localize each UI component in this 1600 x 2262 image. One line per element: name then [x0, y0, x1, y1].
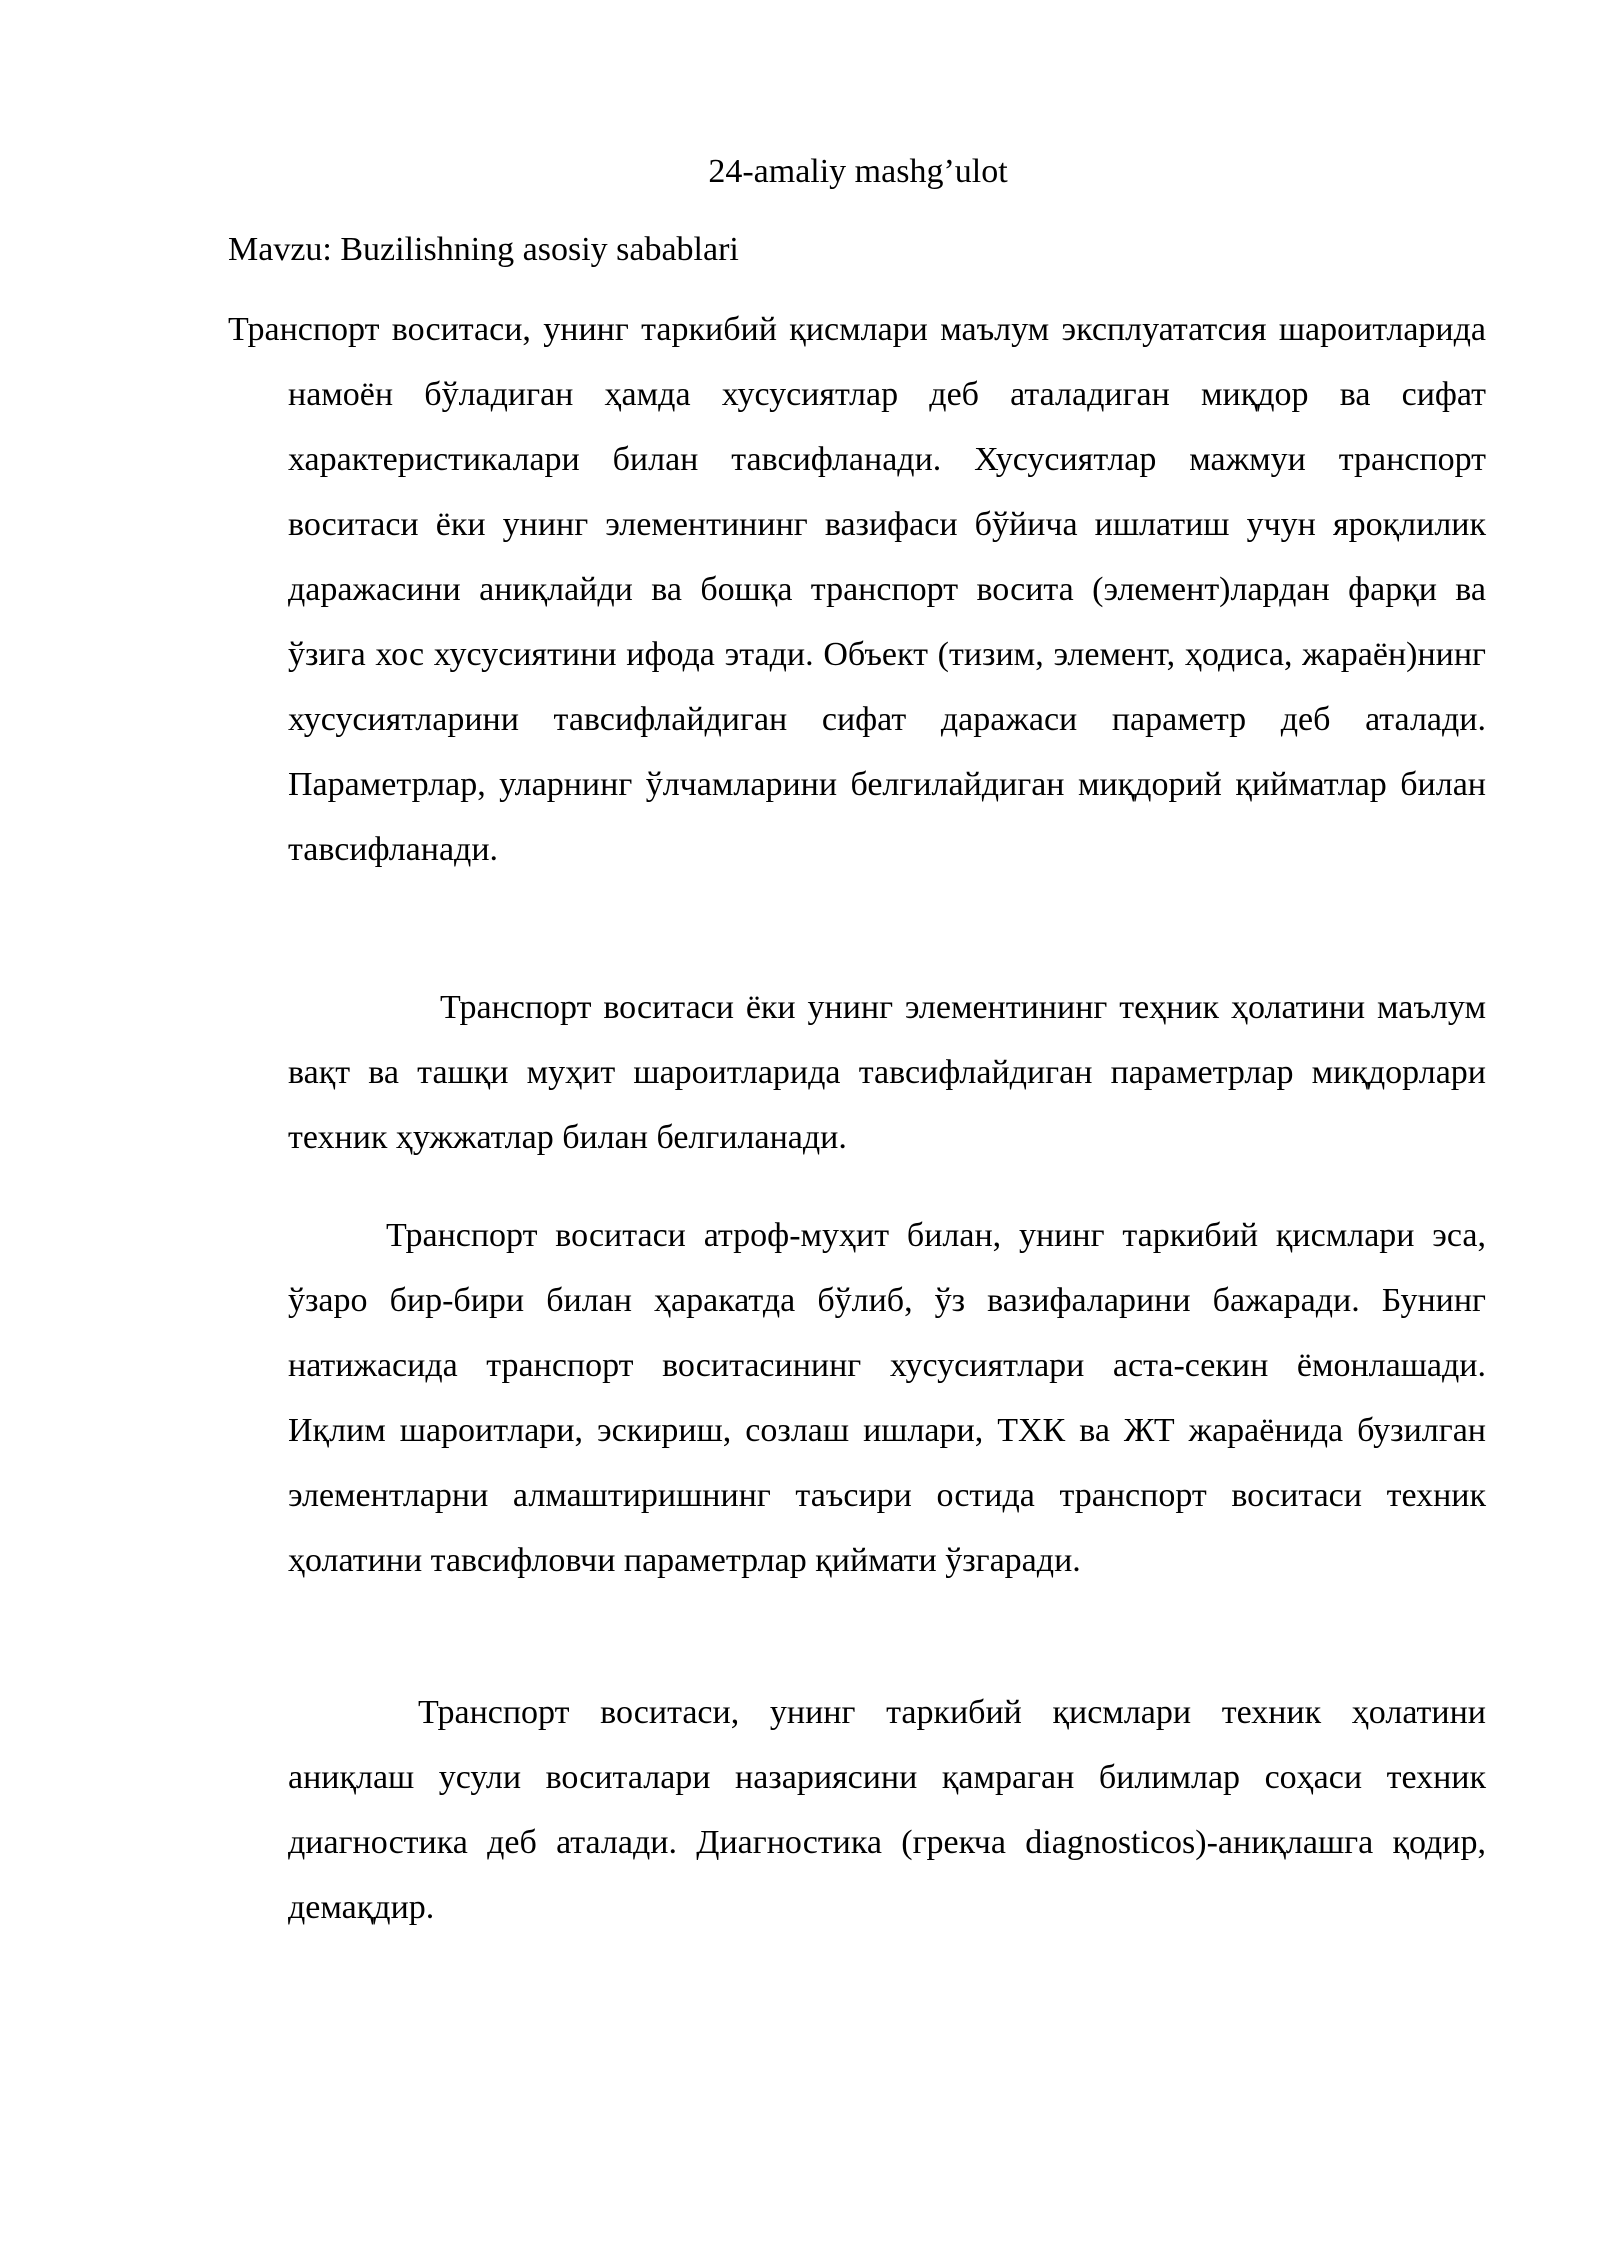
paragraph-2: Транспорт воситаси ёки унинг элементининг теҳник ҳолатини маълум вақт ва ташқи муҳит шароитларида тавсифлайдиган параметрлар миқдорлари техник ҳужжатлар билан белгиланади. [288, 989, 1486, 1156]
paragraph-1: Транспорт воситаси, унинг таркибий қисмлари маълум эксплуататсия шароитларида намоён бўладиган ҳамда хусусиятлар деб аталадиган миқдор ва сифат характеристикалари билан тавсифланади. Хусусиятлар мажмуи транспорт воситаси ёки унинг элементининг вазифаси бўйича ишлатиш учун яроқлилик даражасини аниқлайди ва бошқа транспорт восита (элемент)лардан фарқи ва ўзига хос хусусиятини ифода этади. Объект (тизим, элемент, ҳодиса, жараён)нинг хусусиятларини тавсифлайдиган сифат даражаси параметр деб аталади. Параметрлар, уларнинг ўлчамларини белгилайдиган миқдорий қийматлар билан тавсифланади. [228, 311, 1486, 868]
topic-line: Mavzu: Buzilishning asosiy sabablari [228, 231, 739, 268]
paragraph-3: Транспорт воситаси атроф-муҳит билан, унинг таркибий қисмлари эса, ўзаро бир-бири билан ҳаракатда бўлиб, ўз вазифаларини бажаради. Бунинг натижасида транспорт воситасининг хусусиятлари аста-секин ёмонлашади. Иқлим шароитлари, эскириш, созлаш ишлари, ТХК ва ЖТ жараёнида бузилган элементларни алмаштиришнинг таъсири остида транспорт воситаси техник ҳолатини тавсифловчи параметрлар қиймати ўзгаради. [288, 1217, 1486, 1579]
paragraph-4: Транспорт воситаси, унинг таркибий қисмлари техник ҳолатини аниқлаш усули воситалари назариясини қамраган билимлар соҳаси техник диагностика деб аталади. Диагностика (грекча diagnosticos)-аниқлашга қодир, демақдир. [288, 1694, 1486, 1926]
document-title: 24-amaliy mashg’ulot [708, 153, 1008, 190]
